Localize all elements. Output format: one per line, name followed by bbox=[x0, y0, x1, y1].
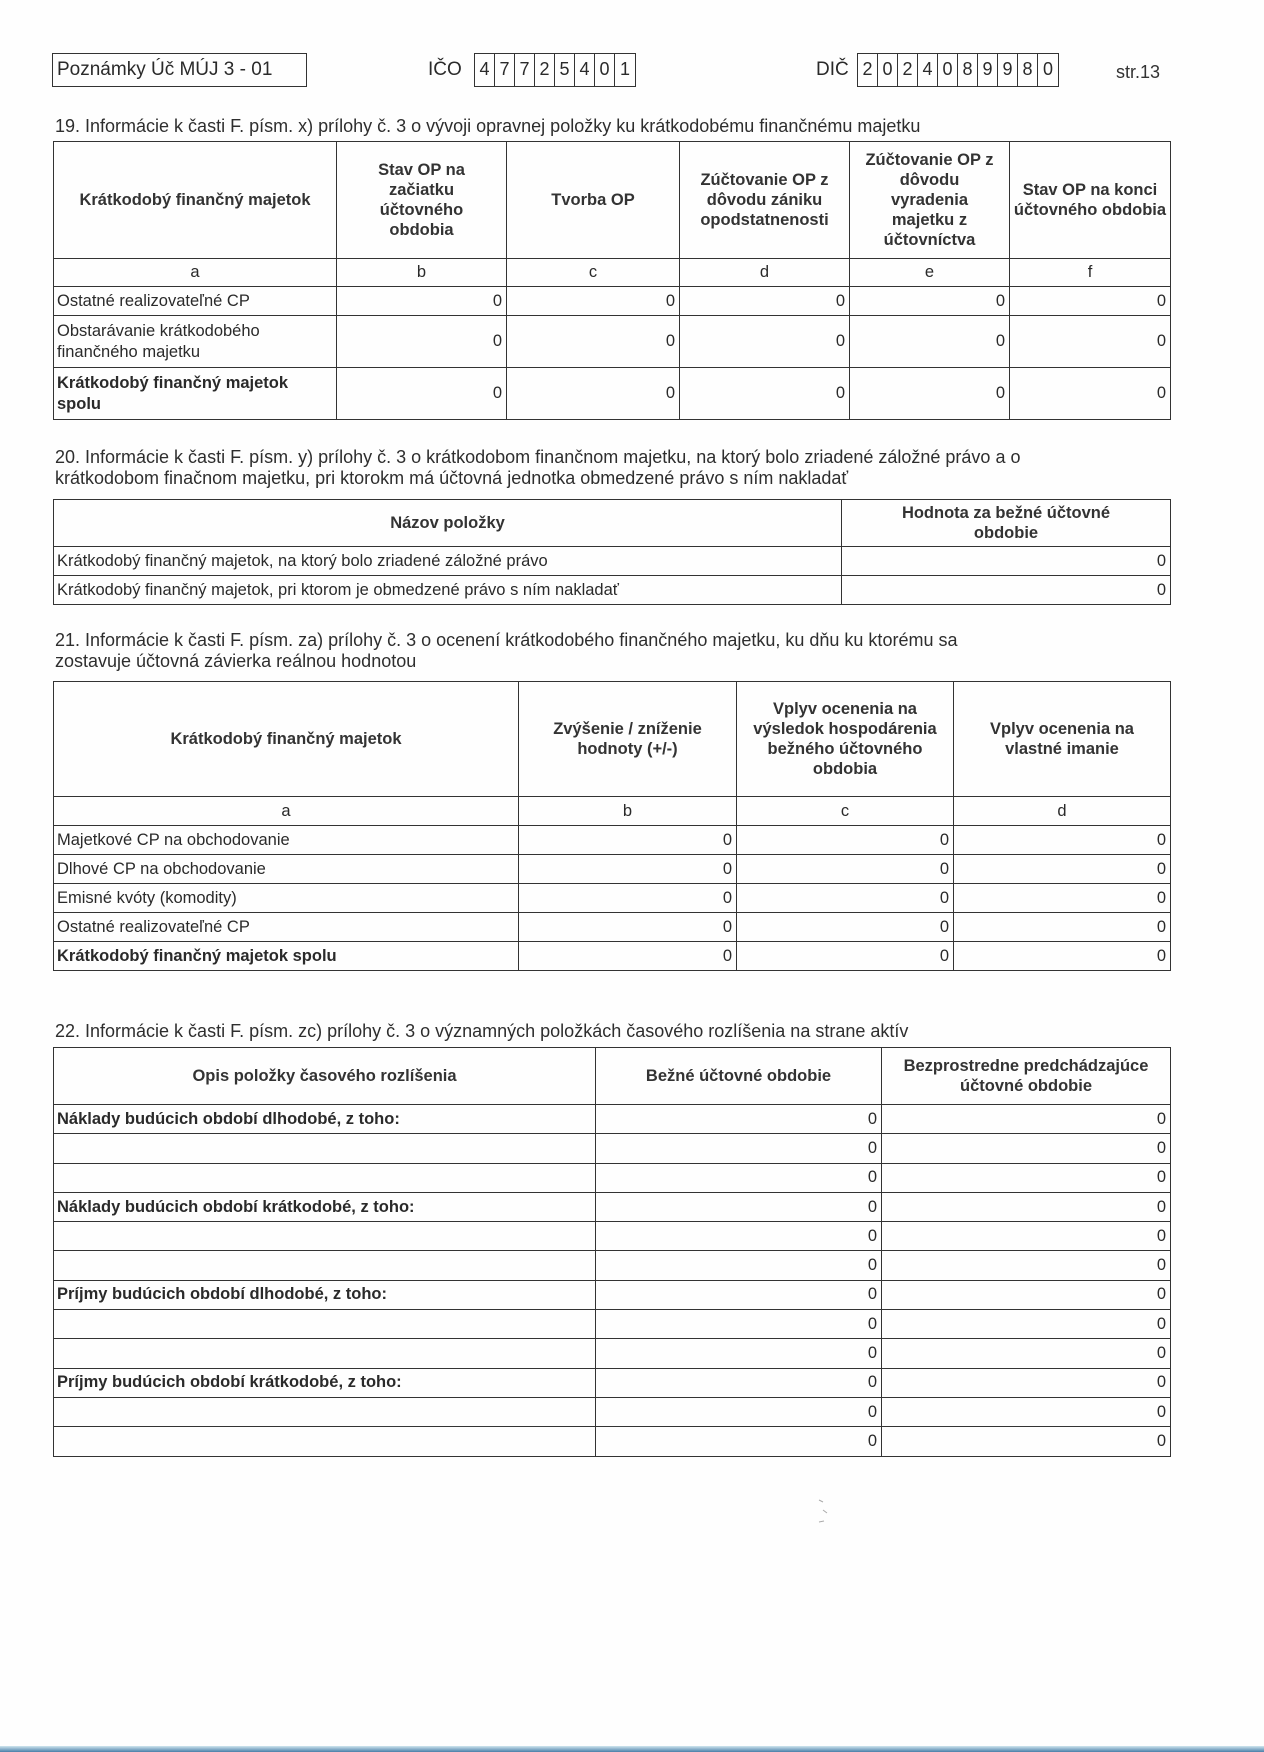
column-header: Vplyv ocenenia na vlastné imanie bbox=[954, 682, 1171, 797]
section-19-table bbox=[53, 141, 1171, 420]
ico-digit: 4 bbox=[475, 54, 495, 86]
row-label bbox=[54, 1222, 596, 1251]
value-cell: 0 bbox=[882, 1251, 1171, 1280]
value-cell: 0 bbox=[954, 826, 1171, 855]
column-letter: d bbox=[680, 259, 850, 287]
section-22-table bbox=[53, 1047, 1171, 1457]
dic-digit: 0 bbox=[1042, 59, 1053, 79]
value-cell: 0 bbox=[596, 1163, 882, 1192]
dic-label: DIČ bbox=[816, 59, 849, 80]
value-cell: 0 bbox=[1010, 316, 1171, 368]
dic-digit: 4 bbox=[918, 54, 938, 86]
table-row bbox=[54, 1397, 1171, 1426]
value-cell: 0 bbox=[954, 855, 1171, 884]
ico-label: IČO bbox=[428, 59, 462, 80]
value-cell: 0 bbox=[882, 1310, 1171, 1339]
ico-digit: 4 bbox=[575, 54, 595, 86]
column-header: Bezprostredne predchádzajúce účtovné obdobie bbox=[882, 1048, 1171, 1105]
ico-digit: 7 bbox=[495, 54, 515, 86]
page-number: str.13 bbox=[1116, 62, 1161, 82]
dic-digit: 0 bbox=[878, 54, 898, 86]
section-21-title-line1: 21. Informácie k časti F. písm. za) prílohy č. 3 o ocenení krátkodobého finančného majetku, ku dňu ku ktorému sa bbox=[55, 630, 958, 650]
row-label bbox=[54, 1163, 596, 1192]
row-label bbox=[54, 1134, 596, 1163]
table-row bbox=[54, 1163, 1171, 1192]
column-header: Opis položky časového rozlíšenia bbox=[54, 1048, 596, 1105]
section-21-table bbox=[53, 681, 1171, 971]
column-letter: f bbox=[1010, 259, 1171, 287]
value-cell: 0 bbox=[954, 913, 1171, 942]
column-letter: b bbox=[519, 797, 737, 826]
dic-digit: 9 bbox=[998, 54, 1018, 86]
dic-digit: 9 bbox=[978, 54, 998, 86]
value-cell: 0 bbox=[737, 913, 954, 942]
value-cell: 0 bbox=[596, 1105, 882, 1134]
scan-artifact-mark bbox=[816, 1490, 836, 1530]
table-header-row bbox=[54, 500, 1171, 547]
value-cell: 0 bbox=[596, 1368, 882, 1397]
value-cell: 0 bbox=[737, 884, 954, 913]
value-cell: 0 bbox=[737, 826, 954, 855]
table-row bbox=[54, 1192, 1171, 1221]
column-header: Zvýšenie / zníženie hodnoty (+/-) bbox=[519, 682, 737, 797]
value-cell: 0 bbox=[337, 368, 507, 420]
row-label bbox=[54, 1397, 596, 1426]
dic-digit: 2 bbox=[898, 54, 918, 86]
value-cell: 0 bbox=[596, 1397, 882, 1426]
row-label: Náklady budúcich období krátkodobé, z toho: bbox=[54, 1192, 596, 1221]
value-cell: 0 bbox=[850, 287, 1010, 316]
row-label: Dlhové CP na obchodovanie bbox=[54, 855, 519, 884]
table-row bbox=[54, 316, 1171, 368]
value-cell: 0 bbox=[519, 942, 737, 971]
value-cell: 0 bbox=[842, 547, 1171, 576]
value-cell: 0 bbox=[519, 884, 737, 913]
value-cell: 0 bbox=[954, 884, 1171, 913]
ico-digit: 0 bbox=[595, 54, 615, 86]
value-cell: 0 bbox=[850, 368, 1010, 420]
value-cell: 0 bbox=[954, 942, 1171, 971]
column-letter: c bbox=[507, 259, 680, 287]
dic-digit: 2 bbox=[858, 54, 878, 86]
table-row-total bbox=[54, 368, 1171, 420]
column-letter: b bbox=[337, 259, 507, 287]
value-cell: 0 bbox=[1010, 287, 1171, 316]
value-cell: 0 bbox=[842, 576, 1171, 605]
column-letter: a bbox=[54, 797, 519, 826]
row-label bbox=[54, 1310, 596, 1339]
table-row bbox=[54, 547, 1171, 576]
row-label: Príjmy budúcich období dlhodobé, z toho: bbox=[54, 1280, 596, 1309]
table-row bbox=[54, 1280, 1171, 1309]
value-cell: 0 bbox=[507, 287, 680, 316]
dic-digits bbox=[857, 53, 1059, 87]
value-cell: 0 bbox=[519, 855, 737, 884]
table-header-row bbox=[54, 1048, 1171, 1105]
ico-digit: 1 bbox=[619, 59, 630, 79]
section-20-title-line2: krátkodobom finačnom majetku, pri ktorokm má účtovná jednotka obmedzené právo s ním nakladať bbox=[55, 468, 849, 488]
row-label: Krátkodobý finančný majetok spolu bbox=[54, 368, 337, 420]
value-cell: 0 bbox=[882, 1397, 1171, 1426]
row-label: Ostatné realizovateľné CP bbox=[54, 913, 519, 942]
column-letter: c bbox=[737, 797, 954, 826]
value-cell: 0 bbox=[1010, 368, 1171, 420]
table-row bbox=[54, 913, 1171, 942]
value-cell: 0 bbox=[882, 1163, 1171, 1192]
column-header: Krátkodobý finančný majetok bbox=[54, 142, 337, 259]
value-cell: 0 bbox=[519, 913, 737, 942]
row-label: Náklady budúcich období dlhodobé, z toho: bbox=[54, 1105, 596, 1134]
table-row bbox=[54, 1251, 1171, 1280]
value-cell: 0 bbox=[337, 316, 507, 368]
value-cell: 0 bbox=[596, 1310, 882, 1339]
row-label: Majetkové CP na obchodovanie bbox=[54, 826, 519, 855]
row-label: Obstarávanie krátkodobého finančného majetku bbox=[54, 316, 337, 368]
section-19-title: 19. Informácie k časti F. písm. x) prílohy č. 3 o vývoji opravnej položky ku krátkodobému finančnému majetku bbox=[55, 116, 921, 136]
value-cell: 0 bbox=[882, 1105, 1171, 1134]
value-cell: 0 bbox=[850, 316, 1010, 368]
table-row bbox=[54, 884, 1171, 913]
section-20-table bbox=[53, 499, 1171, 605]
value-cell: 0 bbox=[596, 1222, 882, 1251]
value-cell: 0 bbox=[882, 1427, 1171, 1456]
column-header: Hodnota za bežné účtovné obdobie bbox=[842, 500, 1171, 547]
column-header: Tvorba OP bbox=[507, 142, 680, 259]
value-cell: 0 bbox=[507, 368, 680, 420]
dic-digit: 8 bbox=[958, 54, 978, 86]
table-row bbox=[54, 826, 1171, 855]
value-cell: 0 bbox=[507, 316, 680, 368]
column-header: Krátkodobý finančný majetok bbox=[54, 682, 519, 797]
ico-digit: 7 bbox=[515, 54, 535, 86]
value-cell: 0 bbox=[882, 1192, 1171, 1221]
row-label: Emisné kvóty (komodity) bbox=[54, 884, 519, 913]
value-cell: 0 bbox=[596, 1251, 882, 1280]
value-cell: 0 bbox=[737, 942, 954, 971]
table-row bbox=[54, 576, 1171, 605]
section-20-title-line1: 20. Informácie k časti F. písm. y) prílohy č. 3 o krátkodobom finančnom majetku, na ktorý bolo zriadené záložné právo a o bbox=[55, 447, 1021, 467]
column-header: Zúčtovanie OP z dôvodu zániku opodstatnenosti bbox=[680, 142, 850, 259]
table-row bbox=[54, 1105, 1171, 1134]
column-header: Stav OP na začiatku účtovného obdobia bbox=[337, 142, 507, 259]
table-header-row bbox=[54, 682, 1171, 797]
row-label bbox=[54, 1339, 596, 1368]
table-row bbox=[54, 1310, 1171, 1339]
ico-digit: 2 bbox=[535, 54, 555, 86]
table-row bbox=[54, 1427, 1171, 1456]
table-row-total bbox=[54, 942, 1171, 971]
value-cell: 0 bbox=[737, 855, 954, 884]
row-label: Krátkodobý finančný majetok spolu bbox=[54, 942, 519, 971]
dic-digit: 8 bbox=[1018, 54, 1038, 86]
value-cell: 0 bbox=[882, 1280, 1171, 1309]
column-letter: e bbox=[850, 259, 1010, 287]
value-cell: 0 bbox=[680, 316, 850, 368]
section-20-title bbox=[55, 447, 1175, 489]
value-cell: 0 bbox=[680, 368, 850, 420]
column-header: Názov položky bbox=[54, 500, 842, 547]
value-cell: 0 bbox=[596, 1427, 882, 1456]
value-cell: 0 bbox=[596, 1280, 882, 1309]
column-letter: a bbox=[54, 259, 337, 287]
column-letter: d bbox=[954, 797, 1171, 826]
section-21-title bbox=[55, 630, 1175, 672]
column-letter-row bbox=[54, 797, 1171, 826]
section-21-title-line2: zostavuje účtovná závierka reálnou hodnotou bbox=[55, 651, 417, 671]
row-label: Príjmy budúcich období krátkodobé, z toho: bbox=[54, 1368, 596, 1397]
value-cell: 0 bbox=[596, 1134, 882, 1163]
table-row bbox=[54, 855, 1171, 884]
column-header: Zúčtovanie OP z dôvodu vyradenia majetku z účtovníctva bbox=[850, 142, 1010, 259]
column-header: Stav OP na konci účtovného obdobia bbox=[1010, 142, 1171, 259]
row-label: Krátkodobý finančný majetok, pri ktorom je obmedzené právo s ním nakladať bbox=[54, 576, 842, 605]
form-identifier: Poznámky Úč MÚJ 3 - 01 bbox=[52, 53, 307, 87]
scan-edge-bar bbox=[0, 1746, 1264, 1752]
table-header-row bbox=[54, 142, 1171, 259]
dic-digit: 0 bbox=[938, 54, 958, 86]
ico-digit: 5 bbox=[555, 54, 575, 86]
table-row bbox=[54, 1368, 1171, 1397]
value-cell: 0 bbox=[596, 1192, 882, 1221]
value-cell: 0 bbox=[882, 1134, 1171, 1163]
value-cell: 0 bbox=[882, 1222, 1171, 1251]
value-cell: 0 bbox=[596, 1339, 882, 1368]
value-cell: 0 bbox=[882, 1368, 1171, 1397]
row-label: Ostatné realizovateľné CP bbox=[54, 287, 337, 316]
column-letter-row bbox=[54, 259, 1171, 287]
table-row bbox=[54, 1134, 1171, 1163]
value-cell: 0 bbox=[519, 826, 737, 855]
row-label: Krátkodobý finančný majetok, na ktorý bolo zriadené záložné právo bbox=[54, 547, 842, 576]
table-row bbox=[54, 287, 1171, 316]
row-label bbox=[54, 1427, 596, 1456]
value-cell: 0 bbox=[680, 287, 850, 316]
value-cell: 0 bbox=[337, 287, 507, 316]
column-header: Bežné účtovné obdobie bbox=[596, 1048, 882, 1105]
row-label bbox=[54, 1251, 596, 1280]
column-header: Vplyv ocenenia na výsledok hospodárenia bežného účtovného obdobia bbox=[737, 682, 954, 797]
ico-digits bbox=[474, 53, 636, 87]
section-22-title: 22. Informácie k časti F. písm. zc) prílohy č. 3 o významných položkách časového rozlíšenia na strane aktív bbox=[55, 1021, 909, 1041]
value-cell: 0 bbox=[882, 1339, 1171, 1368]
table-row bbox=[54, 1339, 1171, 1368]
table-row bbox=[54, 1222, 1171, 1251]
